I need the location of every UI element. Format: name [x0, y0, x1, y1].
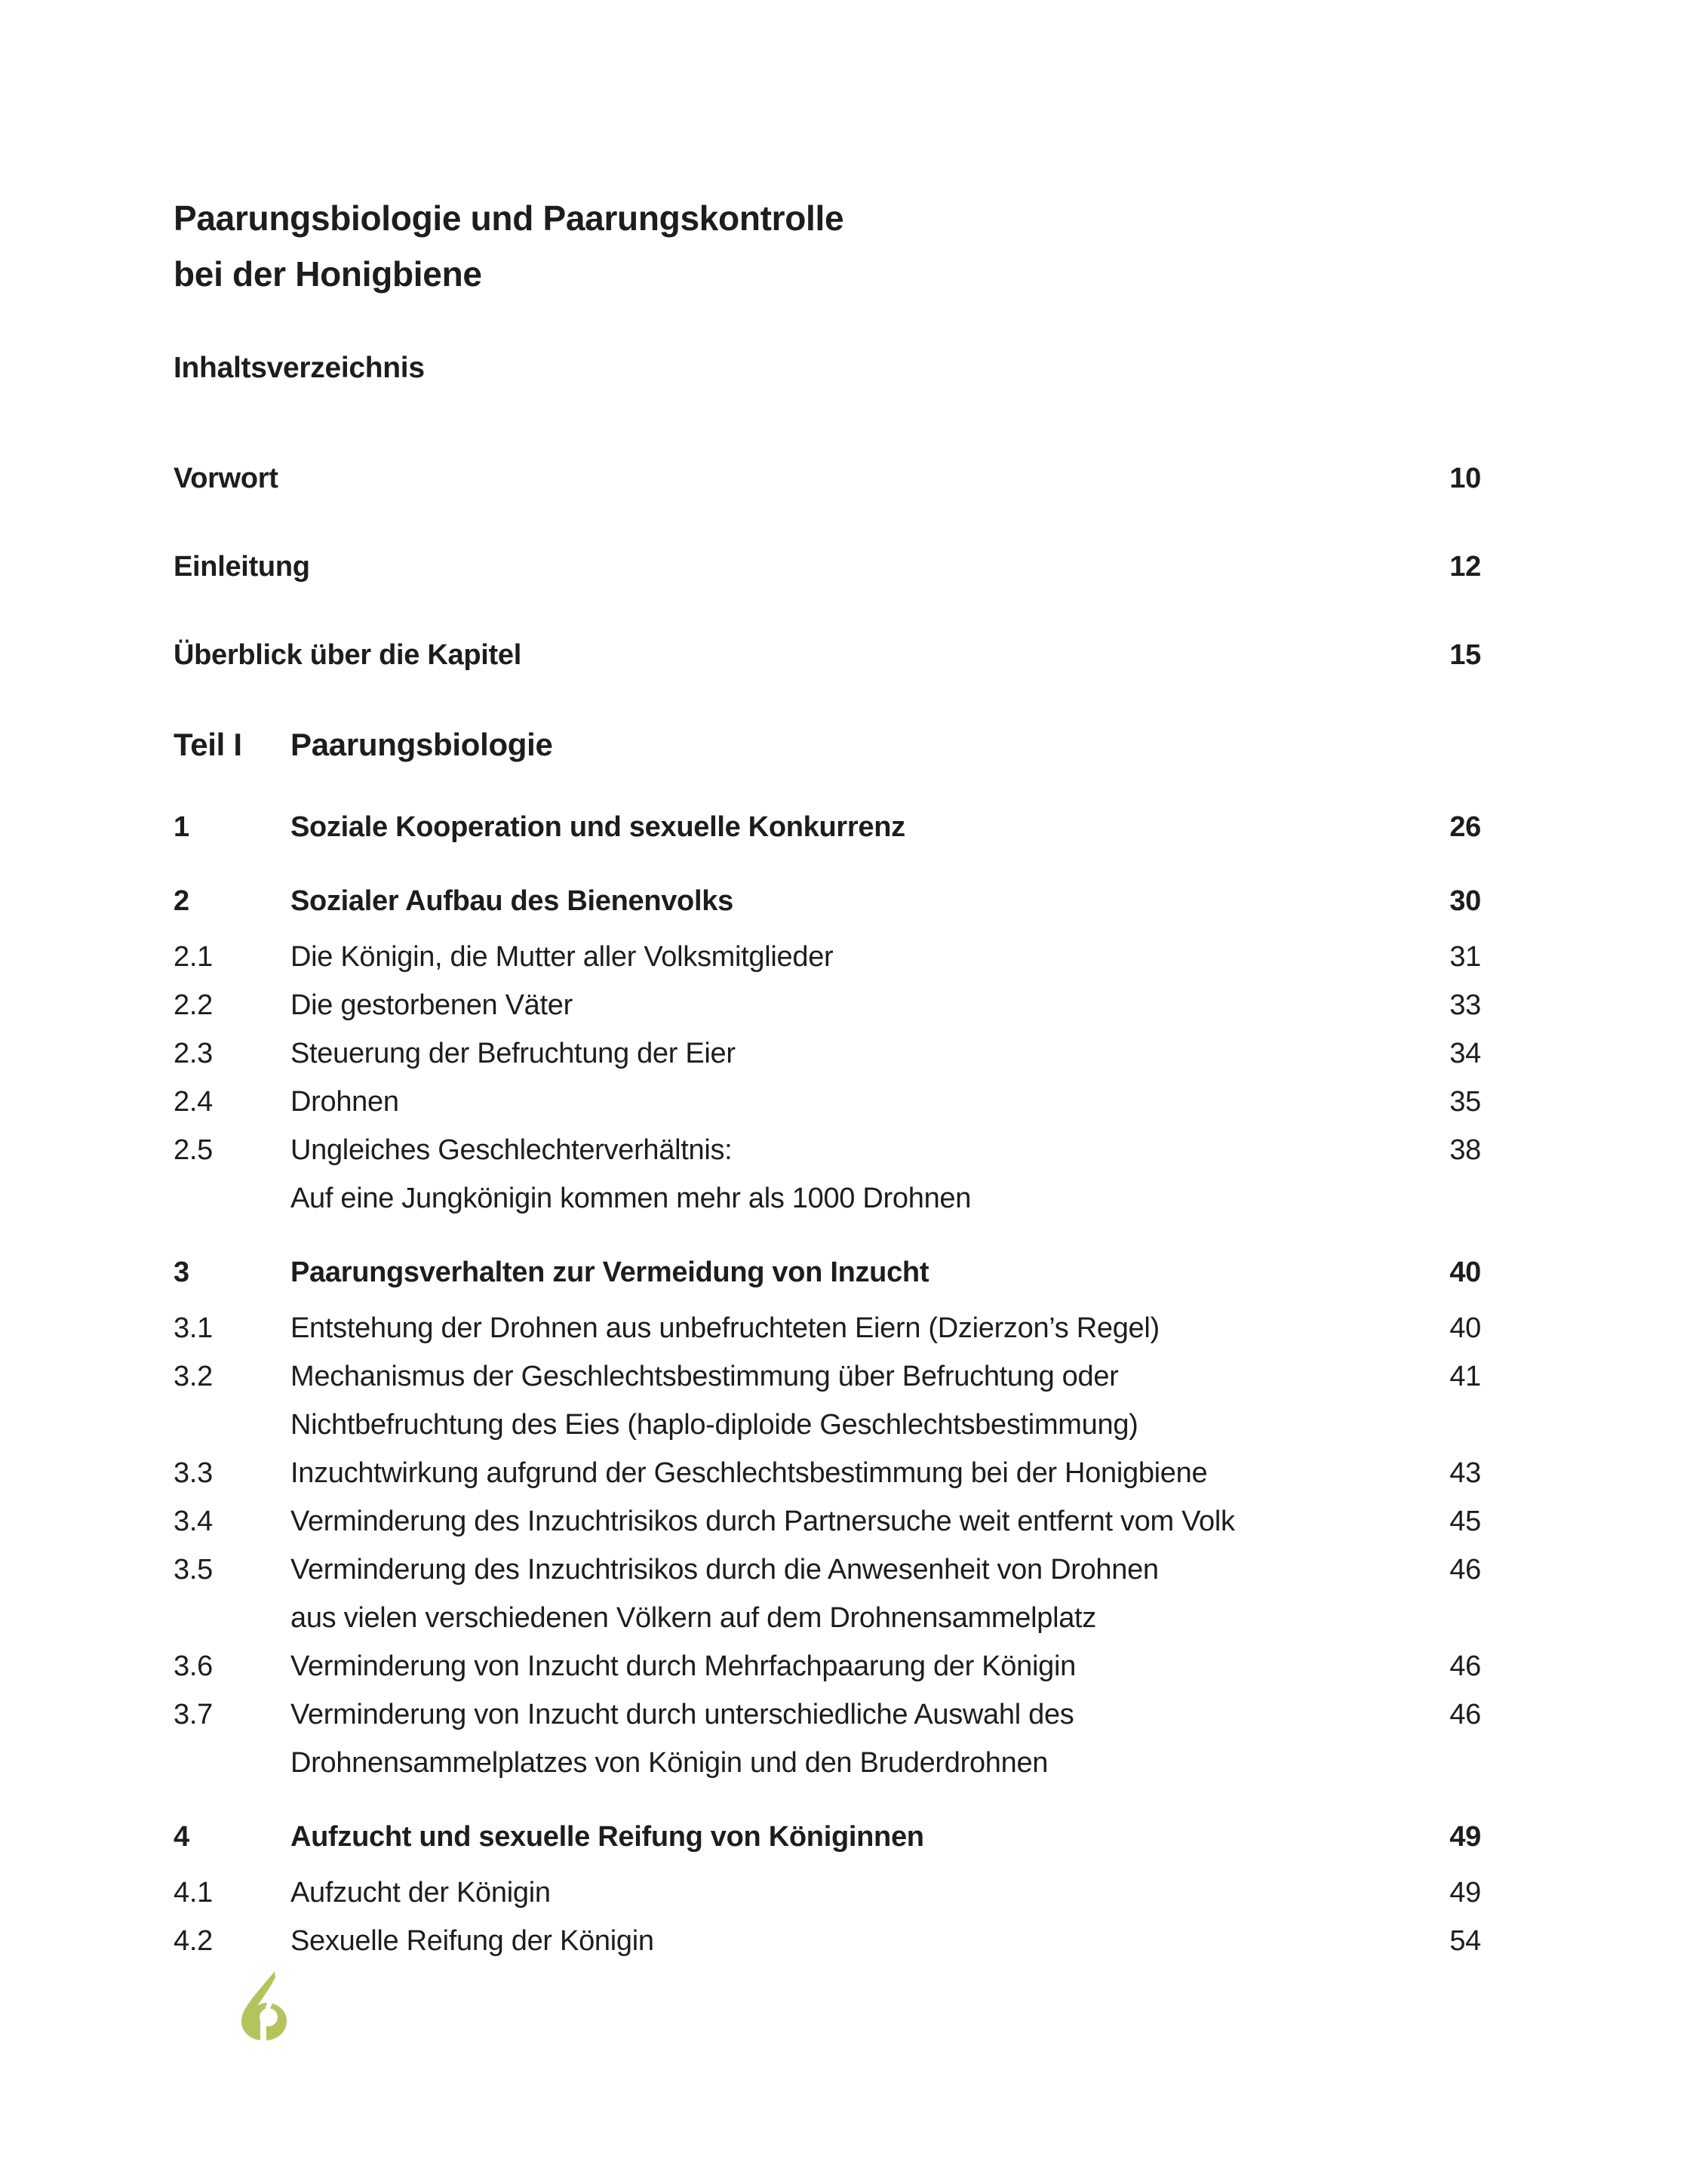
toc-entry[interactable]: [174, 1449, 1481, 1497]
entry-title-line: Entstehung der Drohnen aus unbefruchteten Eiern (Dzierzon’s Regel): [290, 1312, 1160, 1344]
entry-number: 1: [174, 811, 189, 843]
book-title: [174, 190, 1481, 302]
entry-page-number: 45: [1449, 1506, 1481, 1537]
toc-entry[interactable]: [174, 1078, 1481, 1126]
part-number: Teil I: [174, 727, 242, 762]
entry-label: Vorwort: [174, 463, 278, 494]
entry-page-number: 10: [1449, 463, 1481, 494]
part-heading: [174, 725, 1481, 764]
entry-number: 2.3: [174, 1038, 213, 1069]
entry-number: 4: [174, 1821, 189, 1853]
entry-label: Einleitung: [174, 551, 310, 583]
entry-title-line: Verminderung des Inzuchtrisikos durch die Anwesenheit von Drohnen: [290, 1554, 1159, 1586]
entry-number: 3.6: [174, 1650, 213, 1682]
entry-title: [290, 1126, 1428, 1223]
entry-title-line: Inzuchtwirkung aufgrund der Geschlechtsbestimmung bei der Honigbiene: [290, 1457, 1208, 1489]
entry-title: [290, 1813, 1428, 1861]
entry-number: 3: [174, 1257, 189, 1288]
entry-page-number: 26: [1449, 811, 1481, 843]
entry-title-line: Aufzucht der Königin: [290, 1877, 551, 1909]
entry-page-number: 40: [1449, 1257, 1481, 1288]
entry-title-line: Sexuelle Reifung der Königin: [290, 1925, 654, 1957]
entry-title: [290, 1248, 1428, 1297]
entry-title-line: Die gestorbenen Väter: [290, 989, 573, 1021]
front-matter-entry[interactable]: [174, 637, 1481, 673]
entry-page-number: 49: [1449, 1877, 1481, 1909]
entry-title: [290, 1352, 1428, 1449]
entry-title: [290, 981, 1428, 1029]
entry-title-line: Paarungsverhalten zur Vermeidung von Inzucht: [290, 1257, 929, 1288]
toc-entry[interactable]: [174, 1304, 1481, 1352]
entry-title: [290, 1917, 1428, 1965]
entry-title: [290, 1642, 1428, 1690]
entry-number: 4.1: [174, 1877, 213, 1909]
entry-number: 3.5: [174, 1554, 213, 1586]
toc-entry[interactable]: [174, 1690, 1481, 1787]
entry-title-line: Aufzucht und sexuelle Reifung von Königinnen: [290, 1821, 924, 1853]
entry-title: [290, 877, 1428, 925]
entry-page-number: 46: [1449, 1554, 1481, 1586]
toc-entry[interactable]: [174, 981, 1481, 1029]
entry-page-number: 35: [1449, 1086, 1481, 1118]
toc-entry[interactable]: [174, 933, 1481, 981]
publisher-logo: [240, 1971, 288, 2041]
entry-title-line: Verminderung von Inzucht durch Mehrfachpaarung der Königin: [290, 1650, 1076, 1682]
entry-title: [290, 1029, 1428, 1078]
toc-entry[interactable]: [174, 1497, 1481, 1546]
entry-title: [290, 933, 1428, 981]
entry-page-number: 43: [1449, 1457, 1481, 1489]
toc-entry[interactable]: [174, 1917, 1481, 1965]
toc-entry[interactable]: [174, 1248, 1481, 1297]
entry-title: [290, 1869, 1428, 1917]
toc-entry[interactable]: [174, 1029, 1481, 1078]
toc-entry[interactable]: [174, 1546, 1481, 1642]
front-matter-entry[interactable]: [174, 549, 1481, 585]
toc-entry-list: [174, 803, 1481, 1965]
entry-page-number: 54: [1449, 1925, 1481, 1957]
entry-page-number: 31: [1449, 941, 1481, 973]
entry-number: 2.1: [174, 941, 213, 973]
entry-number: 4.2: [174, 1925, 213, 1957]
entry-number: 2.5: [174, 1134, 213, 1166]
entry-title: [290, 1304, 1428, 1352]
entry-page-number: 41: [1449, 1361, 1481, 1392]
toc-entry[interactable]: [174, 1352, 1481, 1449]
entry-title: [290, 1078, 1428, 1126]
book-title-line1: Paarungsbiologie und Paarungskontrolle: [174, 198, 844, 238]
toc-entry[interactable]: [174, 877, 1481, 925]
toc-entry[interactable]: [174, 1642, 1481, 1690]
entry-page-number: 12: [1449, 551, 1481, 583]
toc-entry[interactable]: [174, 1813, 1481, 1861]
entry-title: [290, 1497, 1428, 1546]
entry-number: 3.7: [174, 1699, 213, 1730]
entry-number: 3.4: [174, 1506, 213, 1537]
entry-title-line: Verminderung von Inzucht durch unterschiedliche Auswahl des: [290, 1699, 1074, 1730]
book-title-line2: bei der Honigbiene: [174, 254, 482, 294]
entry-title: [290, 1449, 1428, 1497]
toc-entry[interactable]: [174, 1126, 1481, 1223]
entry-title-line: Soziale Kooperation und sexuelle Konkurrenz: [290, 811, 905, 843]
stylized-6-icon: [240, 1971, 288, 2041]
entry-page-number: 40: [1449, 1312, 1481, 1344]
entry-page-number: 38: [1449, 1134, 1481, 1166]
entry-number: 3.2: [174, 1361, 213, 1392]
entry-title-line: Mechanismus der Geschlechtsbestimmung über Befruchtung oder: [290, 1361, 1119, 1392]
entry-page-number: 34: [1449, 1038, 1481, 1069]
toc-entry[interactable]: [174, 803, 1481, 851]
entry-page-number: 46: [1449, 1699, 1481, 1730]
entry-number: 3.1: [174, 1312, 213, 1344]
entry-title-line: Auf eine Jungkönigin kommen mehr als 1000 Drohnen: [290, 1183, 972, 1214]
entry-title-line: Ungleiches Geschlechterverhältnis:: [290, 1134, 733, 1166]
entry-title-line: Drohnen: [290, 1086, 399, 1118]
entry-title: [290, 1546, 1428, 1642]
entry-page-number: 15: [1449, 639, 1481, 671]
entry-number: 2: [174, 885, 189, 917]
entry-number: 3.3: [174, 1457, 213, 1489]
entry-page-number: 30: [1449, 885, 1481, 917]
entry-title-line: Die Königin, die Mutter aller Volksmitglieder: [290, 941, 834, 973]
part-title: Paarungsbiologie: [290, 727, 553, 762]
entry-title-line: Nichtbefruchtung des Eies (haplo-diploide Geschlechtsbestimmung): [290, 1409, 1138, 1441]
entry-title: [290, 803, 1428, 851]
front-matter-list: [174, 460, 1481, 673]
front-matter-entry[interactable]: [174, 460, 1481, 497]
toc-heading: Inhaltsverzeichnis: [174, 352, 425, 384]
entry-title: [290, 1690, 1428, 1787]
entry-title-line: Sozialer Aufbau des Bienenvolks: [290, 885, 733, 917]
entry-page-number: 33: [1449, 989, 1481, 1021]
entry-label: Überblick über die Kapitel: [174, 639, 521, 671]
entry-page-number: 49: [1449, 1821, 1481, 1853]
entry-title-line: Drohnensammelplatzes von Königin und den Bruderdrohnen: [290, 1747, 1049, 1779]
toc-entry[interactable]: [174, 1869, 1481, 1917]
entry-title-line: aus vielen verschiedenen Völkern auf dem Drohnensammelplatz: [290, 1602, 1097, 1634]
entry-page-number: 46: [1449, 1650, 1481, 1682]
entry-title-line: Steuerung der Befruchtung der Eier: [290, 1038, 736, 1069]
entry-title-line: Verminderung des Inzuchtrisikos durch Partnersuche weit entfernt vom Volk: [290, 1506, 1235, 1537]
entry-number: 2.4: [174, 1086, 213, 1118]
entry-number: 2.2: [174, 989, 213, 1021]
